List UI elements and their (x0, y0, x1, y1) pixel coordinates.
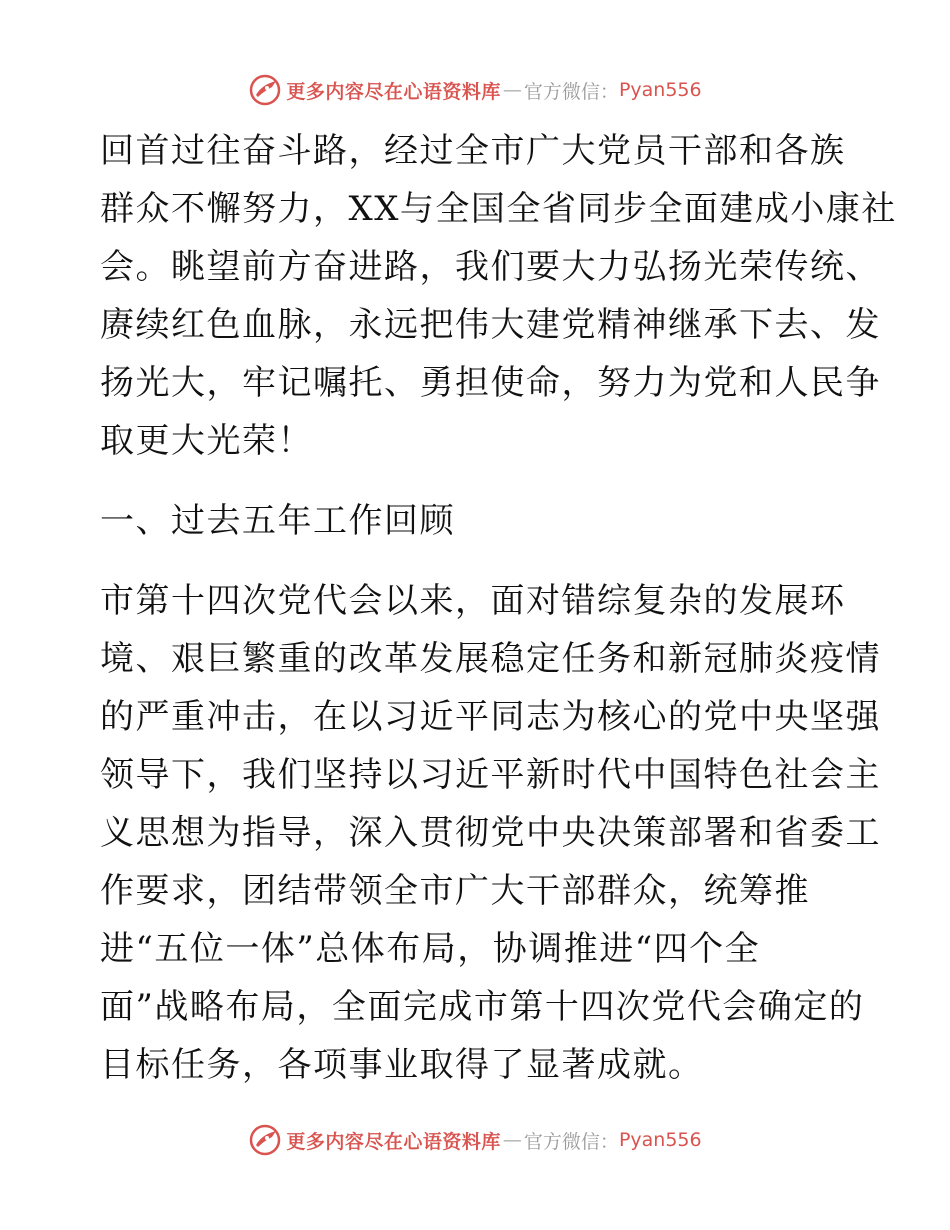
section-heading: 一、过去五年工作回顾 (100, 501, 455, 541)
paragraph-review (100, 572, 881, 1094)
wechat-label: 官方微信： (523, 1130, 619, 1153)
header-watermark (0, 70, 950, 110)
text-line: 会。眺望前方奋进路，我们要大力弘扬光荣传统、 (100, 247, 881, 287)
paragraph-intro (100, 122, 897, 470)
footer-watermark (0, 1120, 950, 1160)
text-line: 进“五位一体”总体布局，协调推进“四个全 (100, 929, 761, 969)
text-line: 市第十四次党代会以来，面对错综复杂的发展环 (100, 581, 846, 621)
text-line: 义思想为指导，深入贯彻党中央决策部署和省委工 (100, 813, 881, 853)
text-line: 作要求，团结带领全市广大干部群众，统筹推 (100, 871, 810, 911)
wechat-label: 官方微信： (523, 80, 619, 103)
pen-nib-logo-icon (248, 73, 282, 107)
separator-dash: — (502, 79, 522, 101)
pen-nib-logo-icon (248, 1123, 282, 1157)
text-line: 群众不懈努力，XX与全国全省同步全面建成小康社 (100, 189, 897, 229)
text-line: 取更大光荣！ (100, 421, 313, 461)
text-line: 回首过往奋斗路，经过全市广大党员干部和各族 (100, 131, 846, 171)
separator-dash: — (502, 1129, 522, 1151)
site-name: 更多内容尽在心语资料库 (286, 1130, 501, 1153)
wechat-id: Pyan556 (618, 1129, 702, 1151)
text-line: 的严重冲击，在以习近平同志为核心的党中央坚强 (100, 697, 881, 737)
document-body (100, 122, 897, 1116)
text-line: 境、艰巨繁重的改革发展稳定任务和新冠肺炎疫情 (100, 639, 881, 679)
text-line: 扬光大，牢记嘱托、勇担使命，努力为党和人民争 (100, 363, 881, 403)
text-line: 目标任务，各项事业取得了显著成就。 (100, 1045, 704, 1085)
text-line: 赓续红色血脉，永远把伟大建党精神继承下去、发 (100, 305, 881, 345)
wechat-id: Pyan556 (618, 79, 702, 101)
text-line: 领导下，我们坚持以习近平新时代中国特色社会主 (100, 755, 881, 795)
site-name: 更多内容尽在心语资料库 (286, 80, 501, 103)
text-line: 面”战略布局，全面完成市第十四次党代会确定的 (100, 987, 865, 1027)
